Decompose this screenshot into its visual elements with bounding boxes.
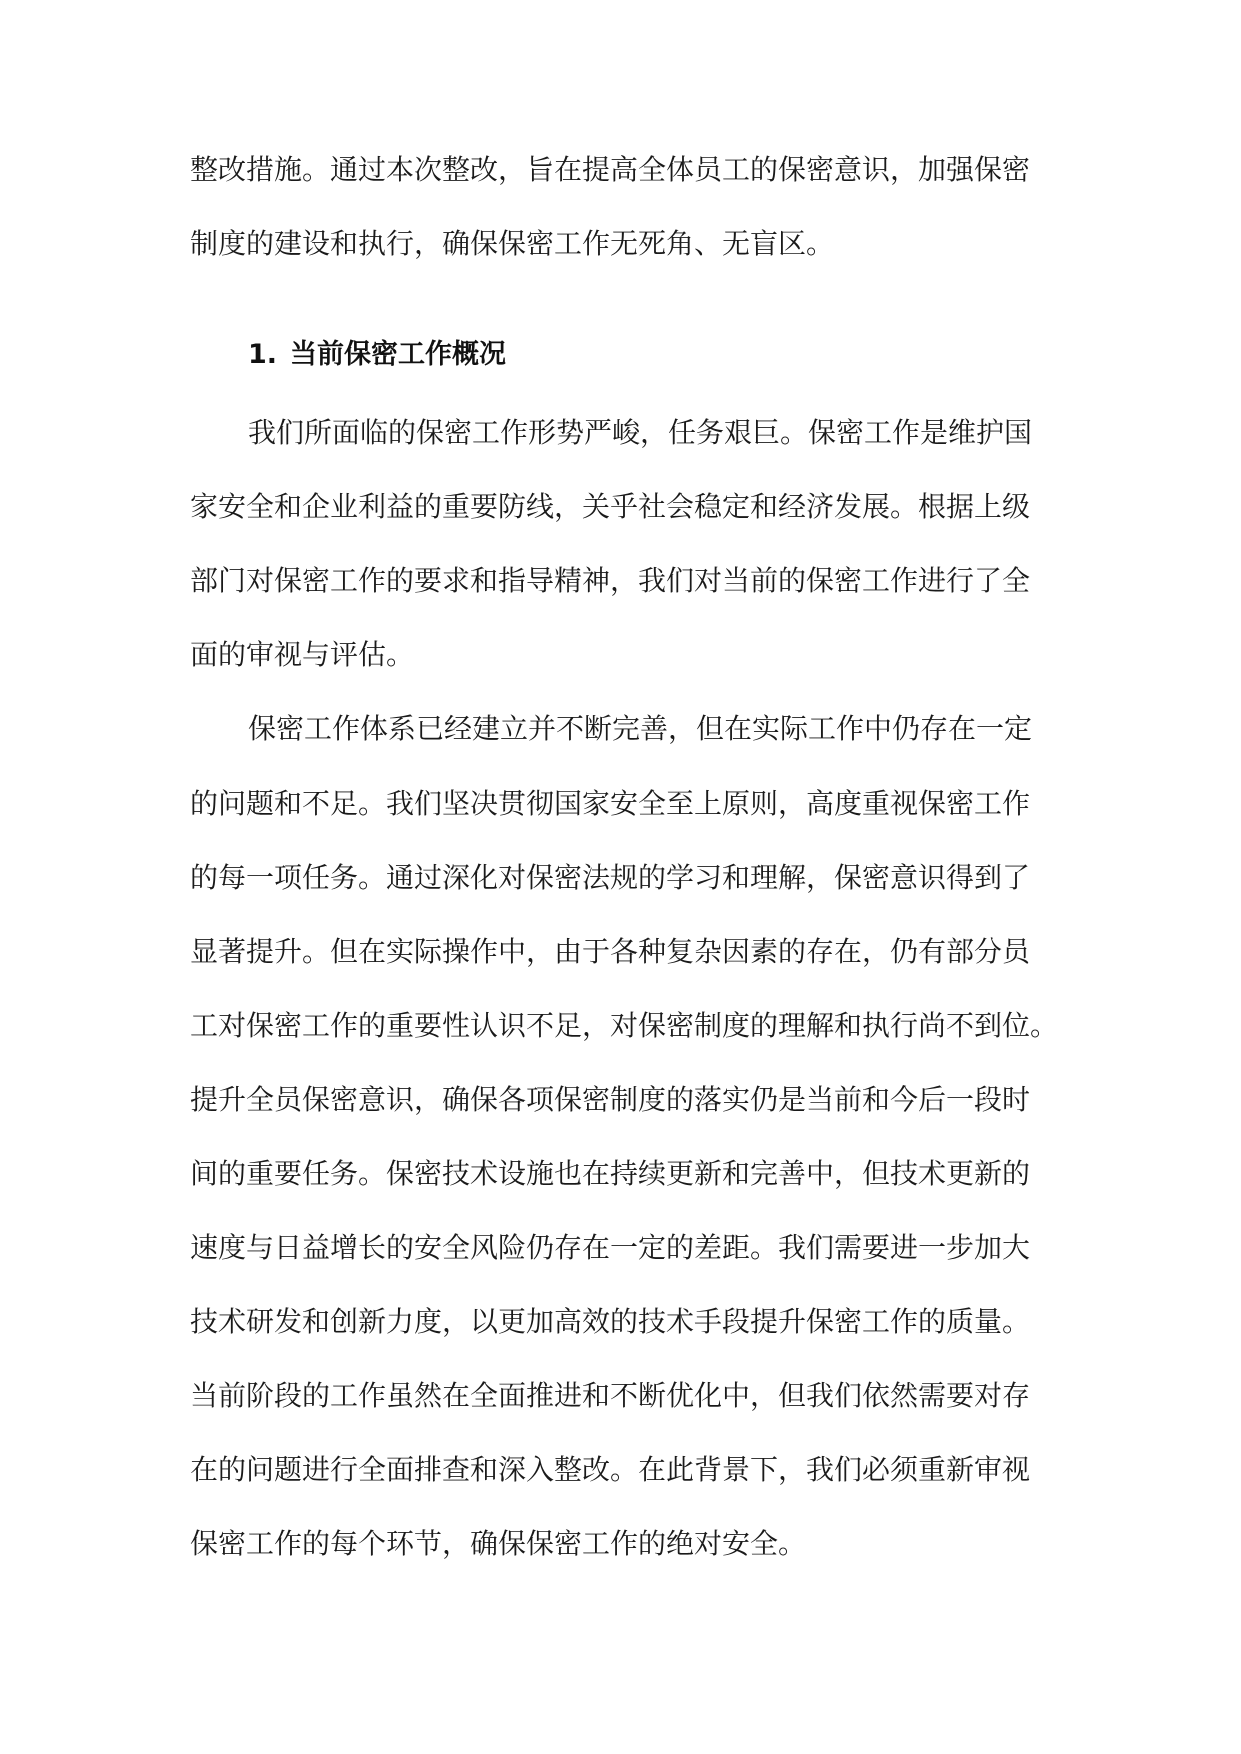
text-line: 制度的建设和执行，确保保密工作无死角、无盲区。 — [190, 227, 835, 260]
section-number: 1. — [248, 339, 278, 370]
section-heading — [248, 335, 506, 375]
text-line: 整改措施。通过本次整改，旨在提高全体员工的保密意识，加强保密 — [190, 153, 1031, 186]
text-line: 家安全和企业利益的重要防线，关乎社会稳定和经济发展。根据上级 — [190, 490, 1031, 523]
text-line: 提升全员保密意识，确保各项保密制度的落实仍是当前和今后一段时 — [190, 1083, 1031, 1116]
section-title: 当前保密工作概况 — [290, 339, 506, 370]
text-line: 我们所面临的保密工作形势严峻，任务艰巨。保密工作是维护国 — [248, 416, 1033, 449]
text-line: 技术研发和创新力度，以更加高效的技术手段提升保密工作的质量。 — [190, 1305, 1031, 1338]
text-line: 的每一项任务。通过深化对保密法规的学习和理解，保密意识得到了 — [190, 861, 1031, 894]
text-line: 面的审视与评估。 — [190, 638, 415, 671]
text-line: 当前阶段的工作虽然在全面推进和不断优化中，但我们依然需要对存 — [190, 1379, 1031, 1412]
text-line: 的问题和不足。我们坚决贯彻国家安全至上原则，高度重视保密工作 — [190, 787, 1031, 820]
text-line: 显著提升。但在实际操作中，由于各种复杂因素的存在，仍有部分员 — [190, 935, 1031, 968]
text-line: 在的问题进行全面排查和深入整改。在此背景下，我们必须重新审视 — [190, 1453, 1031, 1486]
text-line: 速度与日益增长的安全风险仍存在一定的差距。我们需要进一步加大 — [190, 1231, 1031, 1264]
text-line: 工对保密工作的重要性认识不足，对保密制度的理解和执行尚不到位。 — [190, 1009, 1059, 1042]
text-line: 保密工作的每个环节，确保保密工作的绝对安全。 — [190, 1527, 807, 1560]
text-line: 间的重要任务。保密技术设施也在持续更新和完善中，但技术更新的 — [190, 1157, 1031, 1190]
text-line: 部门对保密工作的要求和指导精神，我们对当前的保密工作进行了全 — [190, 564, 1031, 597]
text-line: 保密工作体系已经建立并不断完善，但在实际工作中仍存在一定 — [248, 712, 1033, 745]
